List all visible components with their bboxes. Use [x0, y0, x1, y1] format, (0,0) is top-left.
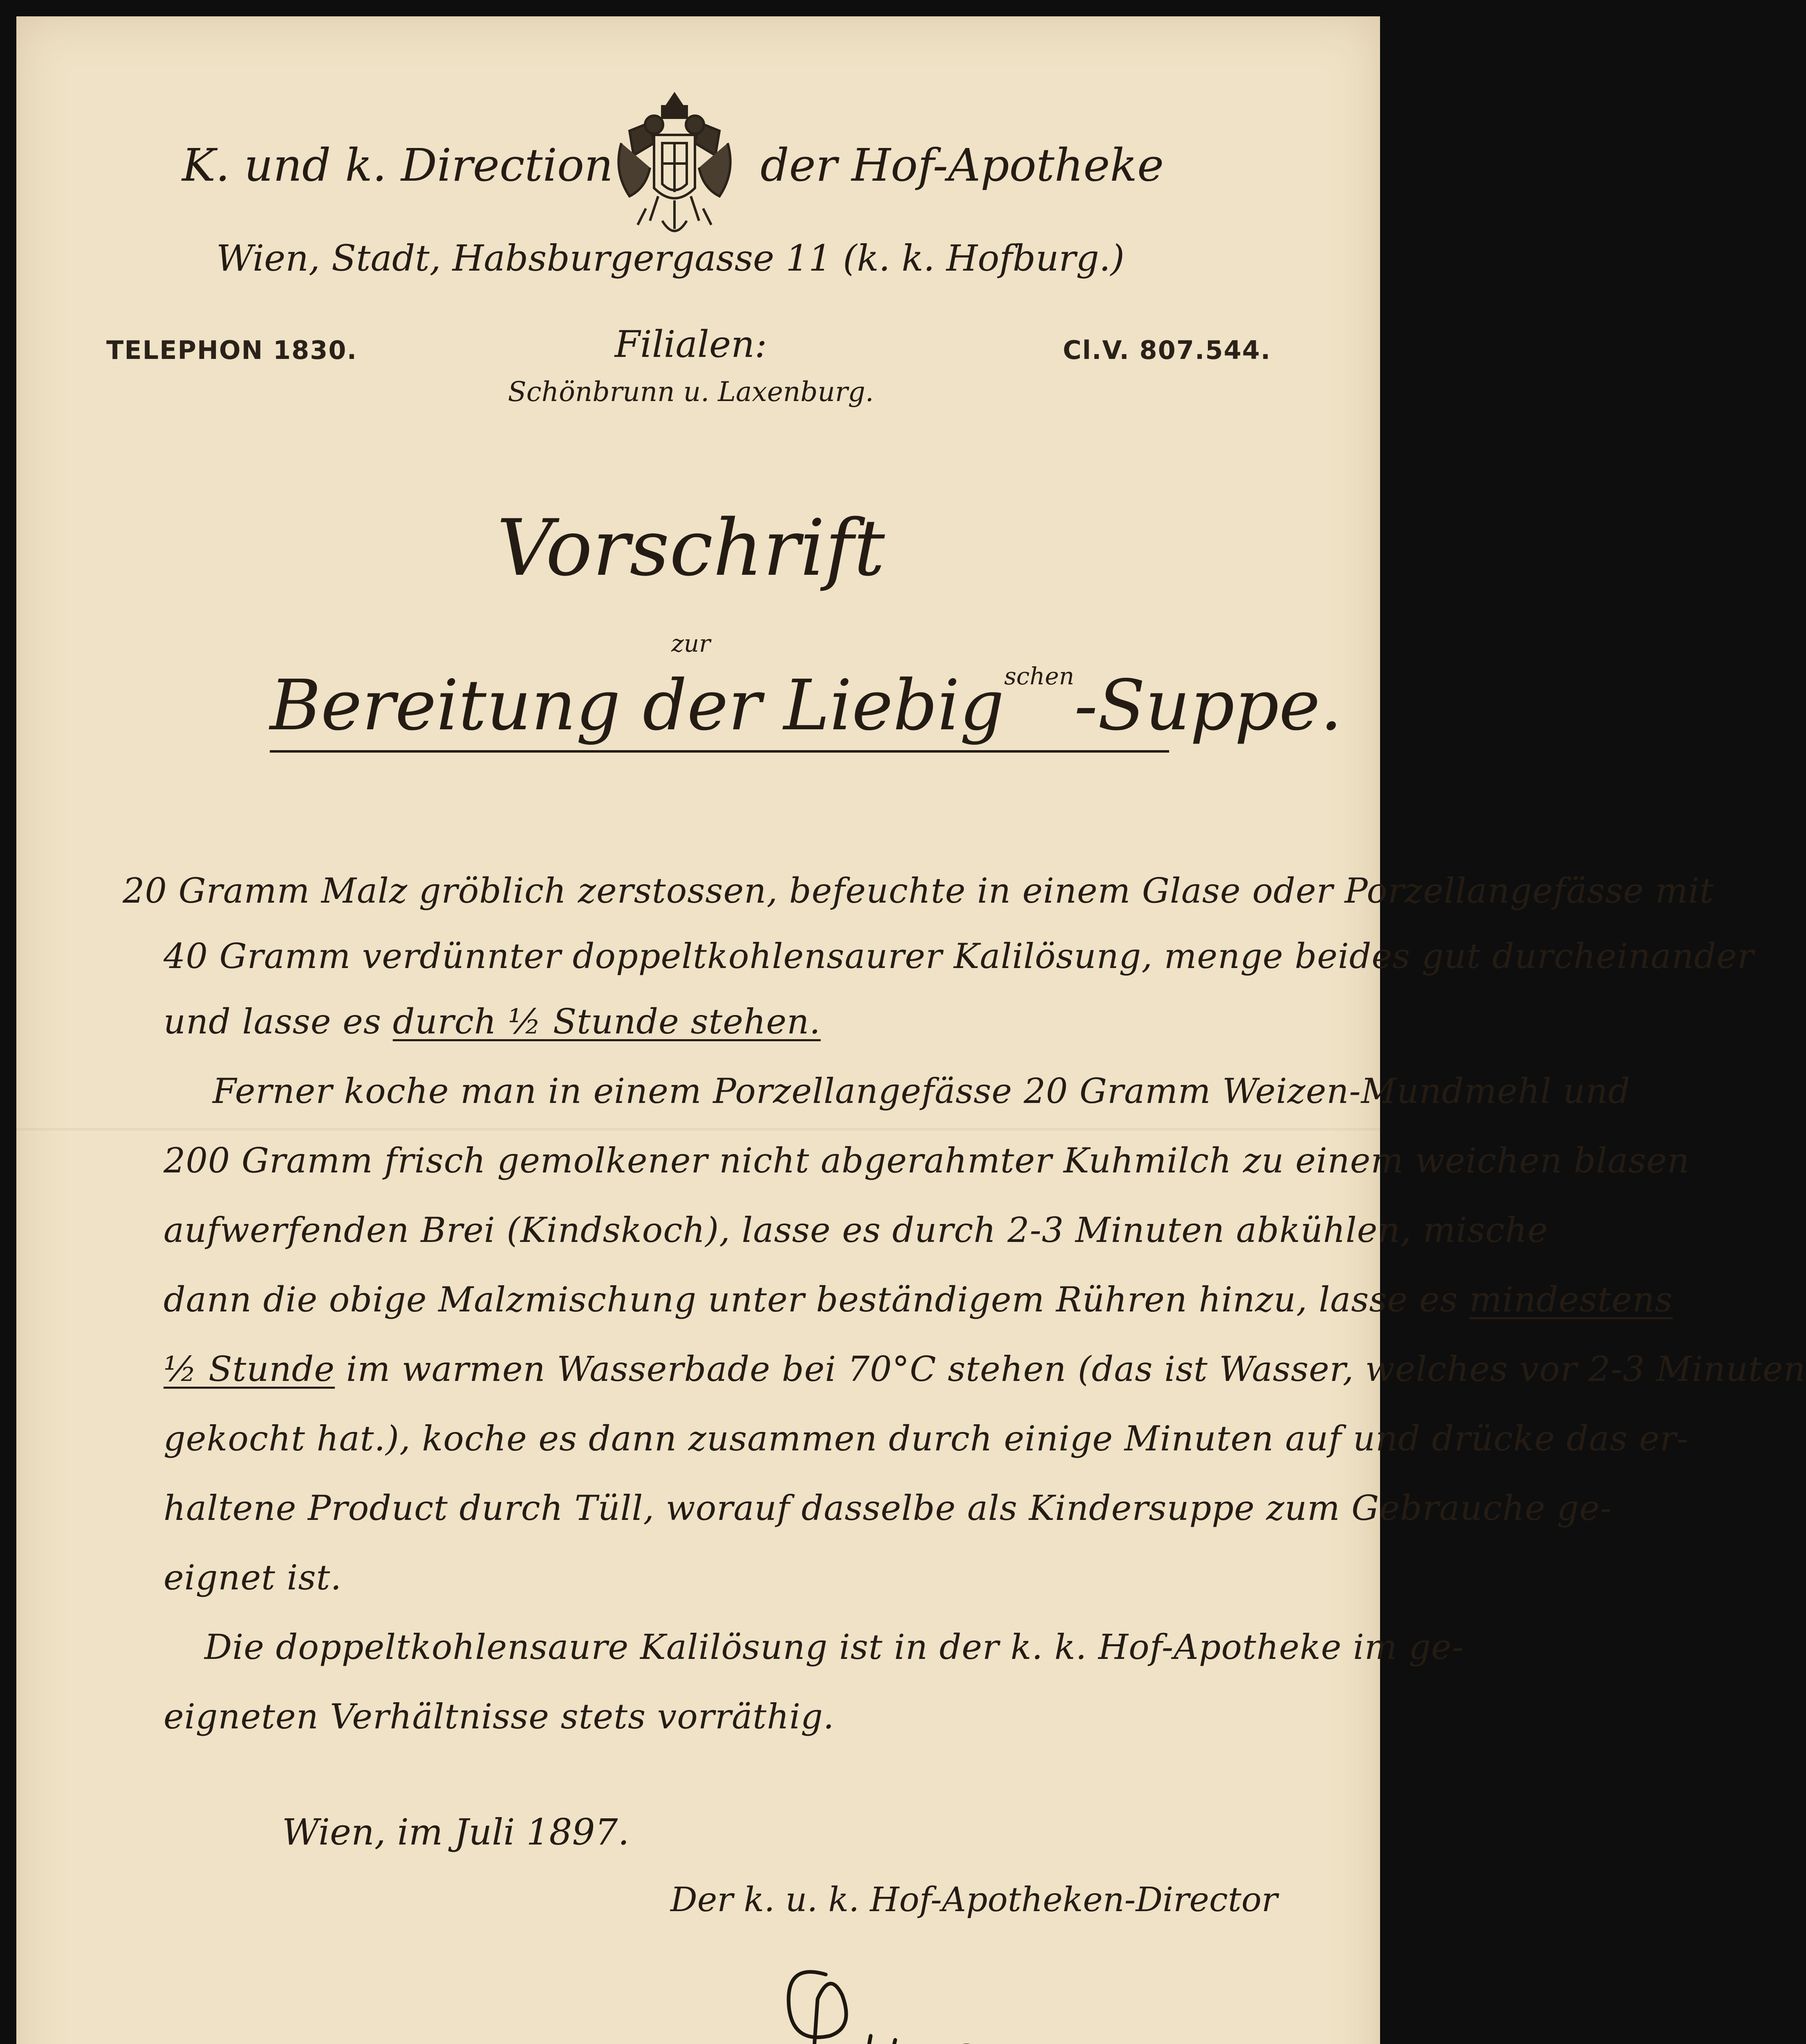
handwritten-signature: [760, 1946, 1218, 2044]
title-connector: zur: [671, 630, 710, 657]
document-title: Vorschrift: [497, 503, 885, 593]
letterhead-left: K. und k. Direction: [182, 139, 613, 191]
body-line: 20 Gramm Malz gröblich zerstossen, befeuchte in einem Glase oder Porzellangefässe mit: [123, 871, 1714, 911]
paper-fold: [16, 1128, 1380, 1132]
date-line: Wien, im Juli 1897.: [282, 1811, 630, 1853]
body-line: [164, 1280, 1673, 1320]
telephone-number: TELEPHON 1830.: [106, 335, 358, 365]
letterhead-right: der Hof-Apotheke: [760, 139, 1164, 191]
subtitle-main: Bereitung der Liebig: [270, 665, 1004, 746]
underlined-half-hour: ½ Stunde: [164, 1349, 335, 1389]
body-line: eigneten Verhältnisse stets vorräthig.: [164, 1697, 835, 1737]
body-text: und lasse es: [164, 1002, 382, 1042]
coat-of-arms-emblem: [605, 86, 744, 249]
subtitle-end: -Suppe.: [1074, 665, 1342, 746]
letterhead-address: Wien, Stadt, Habsburgergasse 11 (k. k. Hofburg.): [216, 237, 1125, 279]
branches-label: Filialen:: [614, 323, 767, 366]
body-line: gekocht hat.), koche es dann zusammen durch einige Minuten auf und drücke das er-: [164, 1419, 1689, 1459]
body-line: aufwerfenden Brei (Kindskoch), lasse es durch 2-3 Minuten abkühlen, mische: [164, 1210, 1548, 1250]
branches-locations: Schönbrunn u. Laxenburg.: [508, 376, 874, 408]
document-subtitle: [270, 662, 1342, 753]
body-line: 200 Gramm frisch gemolkener nicht abgerahmter Kuhmilch zu einem weichen blasen: [164, 1141, 1690, 1181]
underlined-duration: durch ½ Stunde stehen.: [392, 1002, 821, 1042]
body-line: [164, 1349, 1806, 1389]
body-line: 40 Gramm verdünnter doppeltkohlensaurer Kalilösung, menge beides gut durcheinander: [164, 936, 1754, 976]
subtitle-superscript: schen: [1004, 662, 1074, 690]
account-number: Cl.V. 807.544.: [1063, 335, 1271, 365]
signature-title: Der k. u. k. Hof-Apotheken-Director: [670, 1880, 1278, 1919]
underlined-minimum: mindestens: [1469, 1280, 1673, 1320]
body-text: dann die obige Malzmischung unter beständigem Rühren hinzu, lasse es: [164, 1280, 1458, 1320]
body-text: im warmen Wasserbade bei 70°C stehen (das ist Wasser, welches vor 2-3 Minuten: [346, 1349, 1806, 1389]
body-line: Ferner koche man in einem Porzellangefässe 20 Gramm Weizen-Mundmehl und: [213, 1071, 1631, 1111]
body-line: Die doppeltkohlensaure Kalilösung ist in der k. k. Hof-Apotheke im ge-: [204, 1627, 1464, 1667]
body-line: haltene Product durch Tüll, worauf dasselbe als Kindersuppe zum Gebrauche ge-: [164, 1488, 1612, 1528]
body-line: [164, 1002, 821, 1042]
body-line: eignet ist.: [164, 1558, 342, 1598]
document-page: [16, 16, 1806, 2044]
